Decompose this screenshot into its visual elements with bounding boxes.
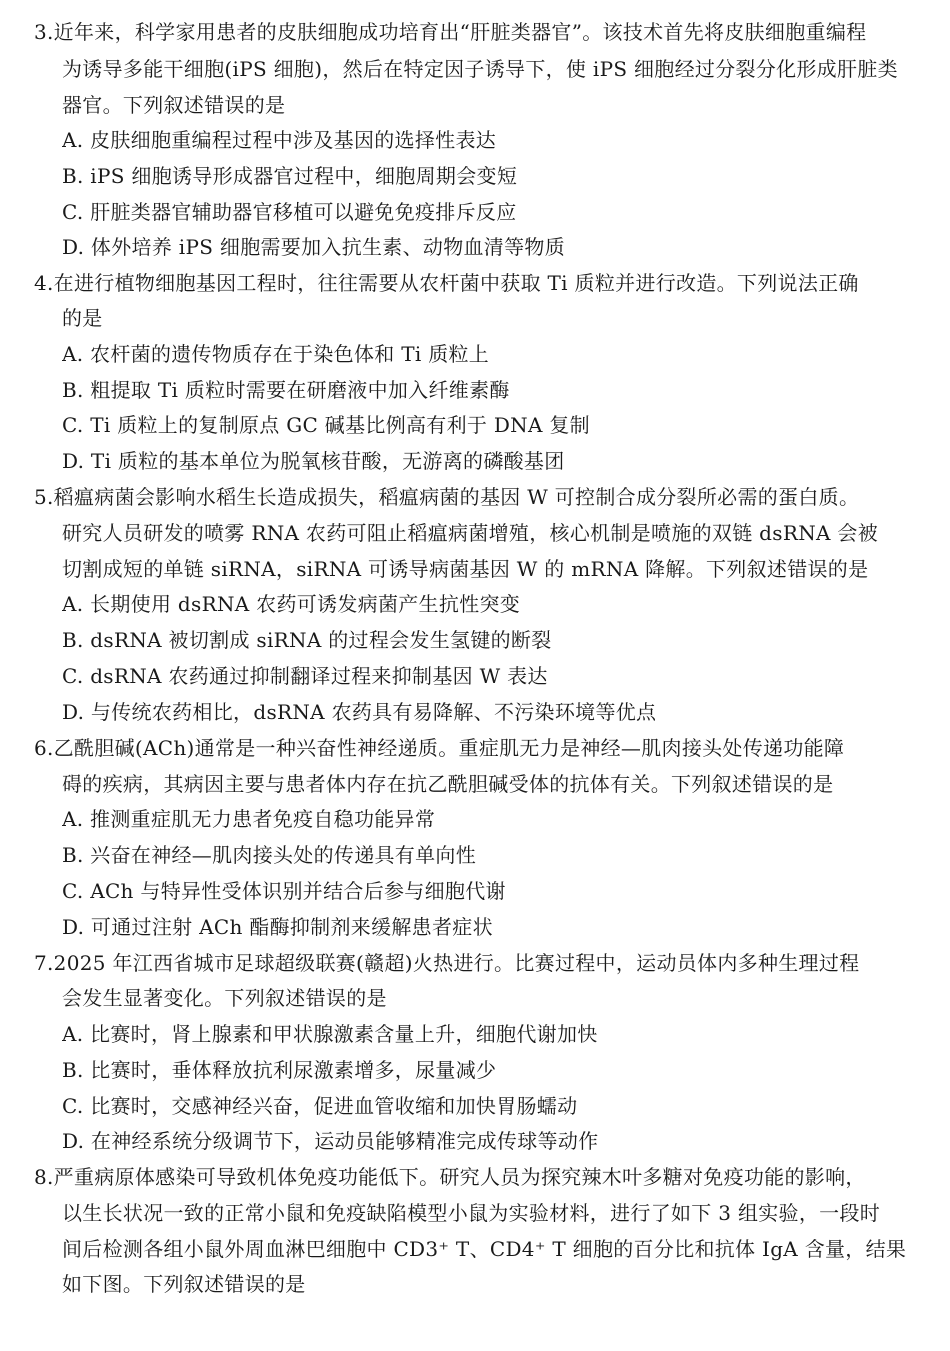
question-4-option-a: A. 农杆菌的遗传物质存在于染色体和 Ti 质粒上 [62,342,490,366]
question-5-option-b: B. dsRNA 被切割成 siRNA 的过程会发生氢键的断裂 [62,628,552,652]
question-7-stem-line-1: 7.2025 年江西省城市足球超级联赛(赣超)火热进行。比赛过程中，运动员体内多种生理过程 [34,951,860,975]
question-5-option-d: D. 与传统农药相比，dsRNA 农药具有易降解、不污染环境等优点 [62,700,657,724]
question-8-stem-line-1: 8.严重病原体感染可导致机体免疫功能低下。研究人员为探究辣木叶多糖对免疫功能的影响， [34,1165,866,1189]
question-8-stem-line-3: 间后检测各组小鼠外周血淋巴细胞中 CD3⁺ T、CD4⁺ T 细胞的百分比和抗体 IgA 含量，结果 [62,1237,907,1261]
question-7-option-a: A. 比赛时，肾上腺素和甲状腺激素含量上升，细胞代谢加快 [62,1022,598,1046]
question-6-option-d: D. 可通过注射 ACh 酯酶抑制剂来缓解患者症状 [62,915,493,939]
question-3-option-a: A. 皮肤细胞重编程过程中涉及基因的选择性表达 [62,128,497,152]
question-6-stem-line-2: 碍的疾病，其病因主要与患者体内存在抗乙酰胆碱受体的抗体有关。下列叙述错误的是 [62,772,834,796]
question-7-option-d: D. 在神经系统分级调节下，运动员能够精准完成传球等动作 [62,1129,599,1153]
question-4-option-d: D. Ti 质粒的基本单位为脱氧核苷酸，无游离的磷酸基团 [62,449,565,473]
question-3-option-c: C. 肝脏类器官辅助器官移植可以避免免疫排斥反应 [62,200,517,224]
question-5-option-c: C. dsRNA 农药通过抑制翻译过程来抑制基因 W 表达 [62,664,548,688]
question-6-option-b: B. 兴奋在神经—肌肉接头处的传递具有单向性 [62,843,477,867]
question-6-option-a: A. 推测重症肌无力患者免疫自稳功能异常 [62,807,436,831]
question-3-stem-line-2: 为诱导多能干细胞(iPS 细胞)，然后在特定因子诱导下，使 iPS 细胞经过分裂分化形成肝脏类 [62,57,898,81]
question-3-option-d: D. 体外培养 iPS 细胞需要加入抗生素、动物血清等物质 [62,235,566,259]
question-4-option-c: C. Ti 质粒上的复制原点 GC 碱基比例高有利于 DNA 复制 [62,413,590,437]
question-5-stem-line-1: 5.稻瘟病菌会影响水稻生长造成损失，稻瘟病菌的基因 W 可控制合成分裂所必需的蛋白质。 [34,485,860,509]
question-7-option-b: B. 比赛时，垂体释放抗利尿激素增多，尿量减少 [62,1058,497,1082]
question-6-stem-line-1: 6.乙酰胆碱(ACh)通常是一种兴奋性神经递质。重症肌无力是神经—肌肉接头处传递功能障 [34,736,845,760]
question-5-stem-line-3: 切割成短的单链 siRNA，siRNA 可诱导病菌基因 W 的 mRNA 降解。下列叙述错误的是 [62,557,869,581]
question-6-option-c: C. ACh 与特异性受体识别并结合后参与细胞代谢 [62,879,506,903]
question-5-stem-line-2: 研究人员研发的喷雾 RNA 农药可阻止稻瘟病菌增殖，核心机制是喷施的双链 dsRNA 会被 [62,521,878,545]
question-3-option-b: B. iPS 细胞诱导形成器官过程中，细胞周期会变短 [62,164,518,188]
question-3-stem-line-1: 3.近年来，科学家用患者的皮肤细胞成功培育出“肝脏类器官”。该技术首先将皮肤细胞重编程 [34,20,867,44]
question-5-option-a: A. 长期使用 dsRNA 农药可诱发病菌产生抗性突变 [62,592,521,616]
question-4-stem-line-2: 的是 [62,306,103,330]
question-3-stem-line-3: 器官。下列叙述错误的是 [62,93,286,117]
question-7-option-c: C. 比赛时，交感神经兴奋，促进血管收缩和加快胃肠蠕动 [62,1094,578,1118]
question-8-stem-line-2: 以生长状况一致的正常小鼠和免疫缺陷模型小鼠为实验材料，进行了如下 3 组实验，一段时 [62,1201,881,1225]
question-4-stem-line-1: 4.在进行植物细胞基因工程时，往往需要从农杆菌中获取 Ti 质粒并进行改造。下列说法正确 [34,271,859,295]
question-4-option-b: B. 粗提取 Ti 质粒时需要在研磨液中加入纤维素酶 [62,378,510,402]
question-7-stem-line-2: 会发生显著变化。下列叙述错误的是 [62,986,387,1010]
question-8-stem-line-4: 如下图。下列叙述错误的是 [62,1272,306,1296]
